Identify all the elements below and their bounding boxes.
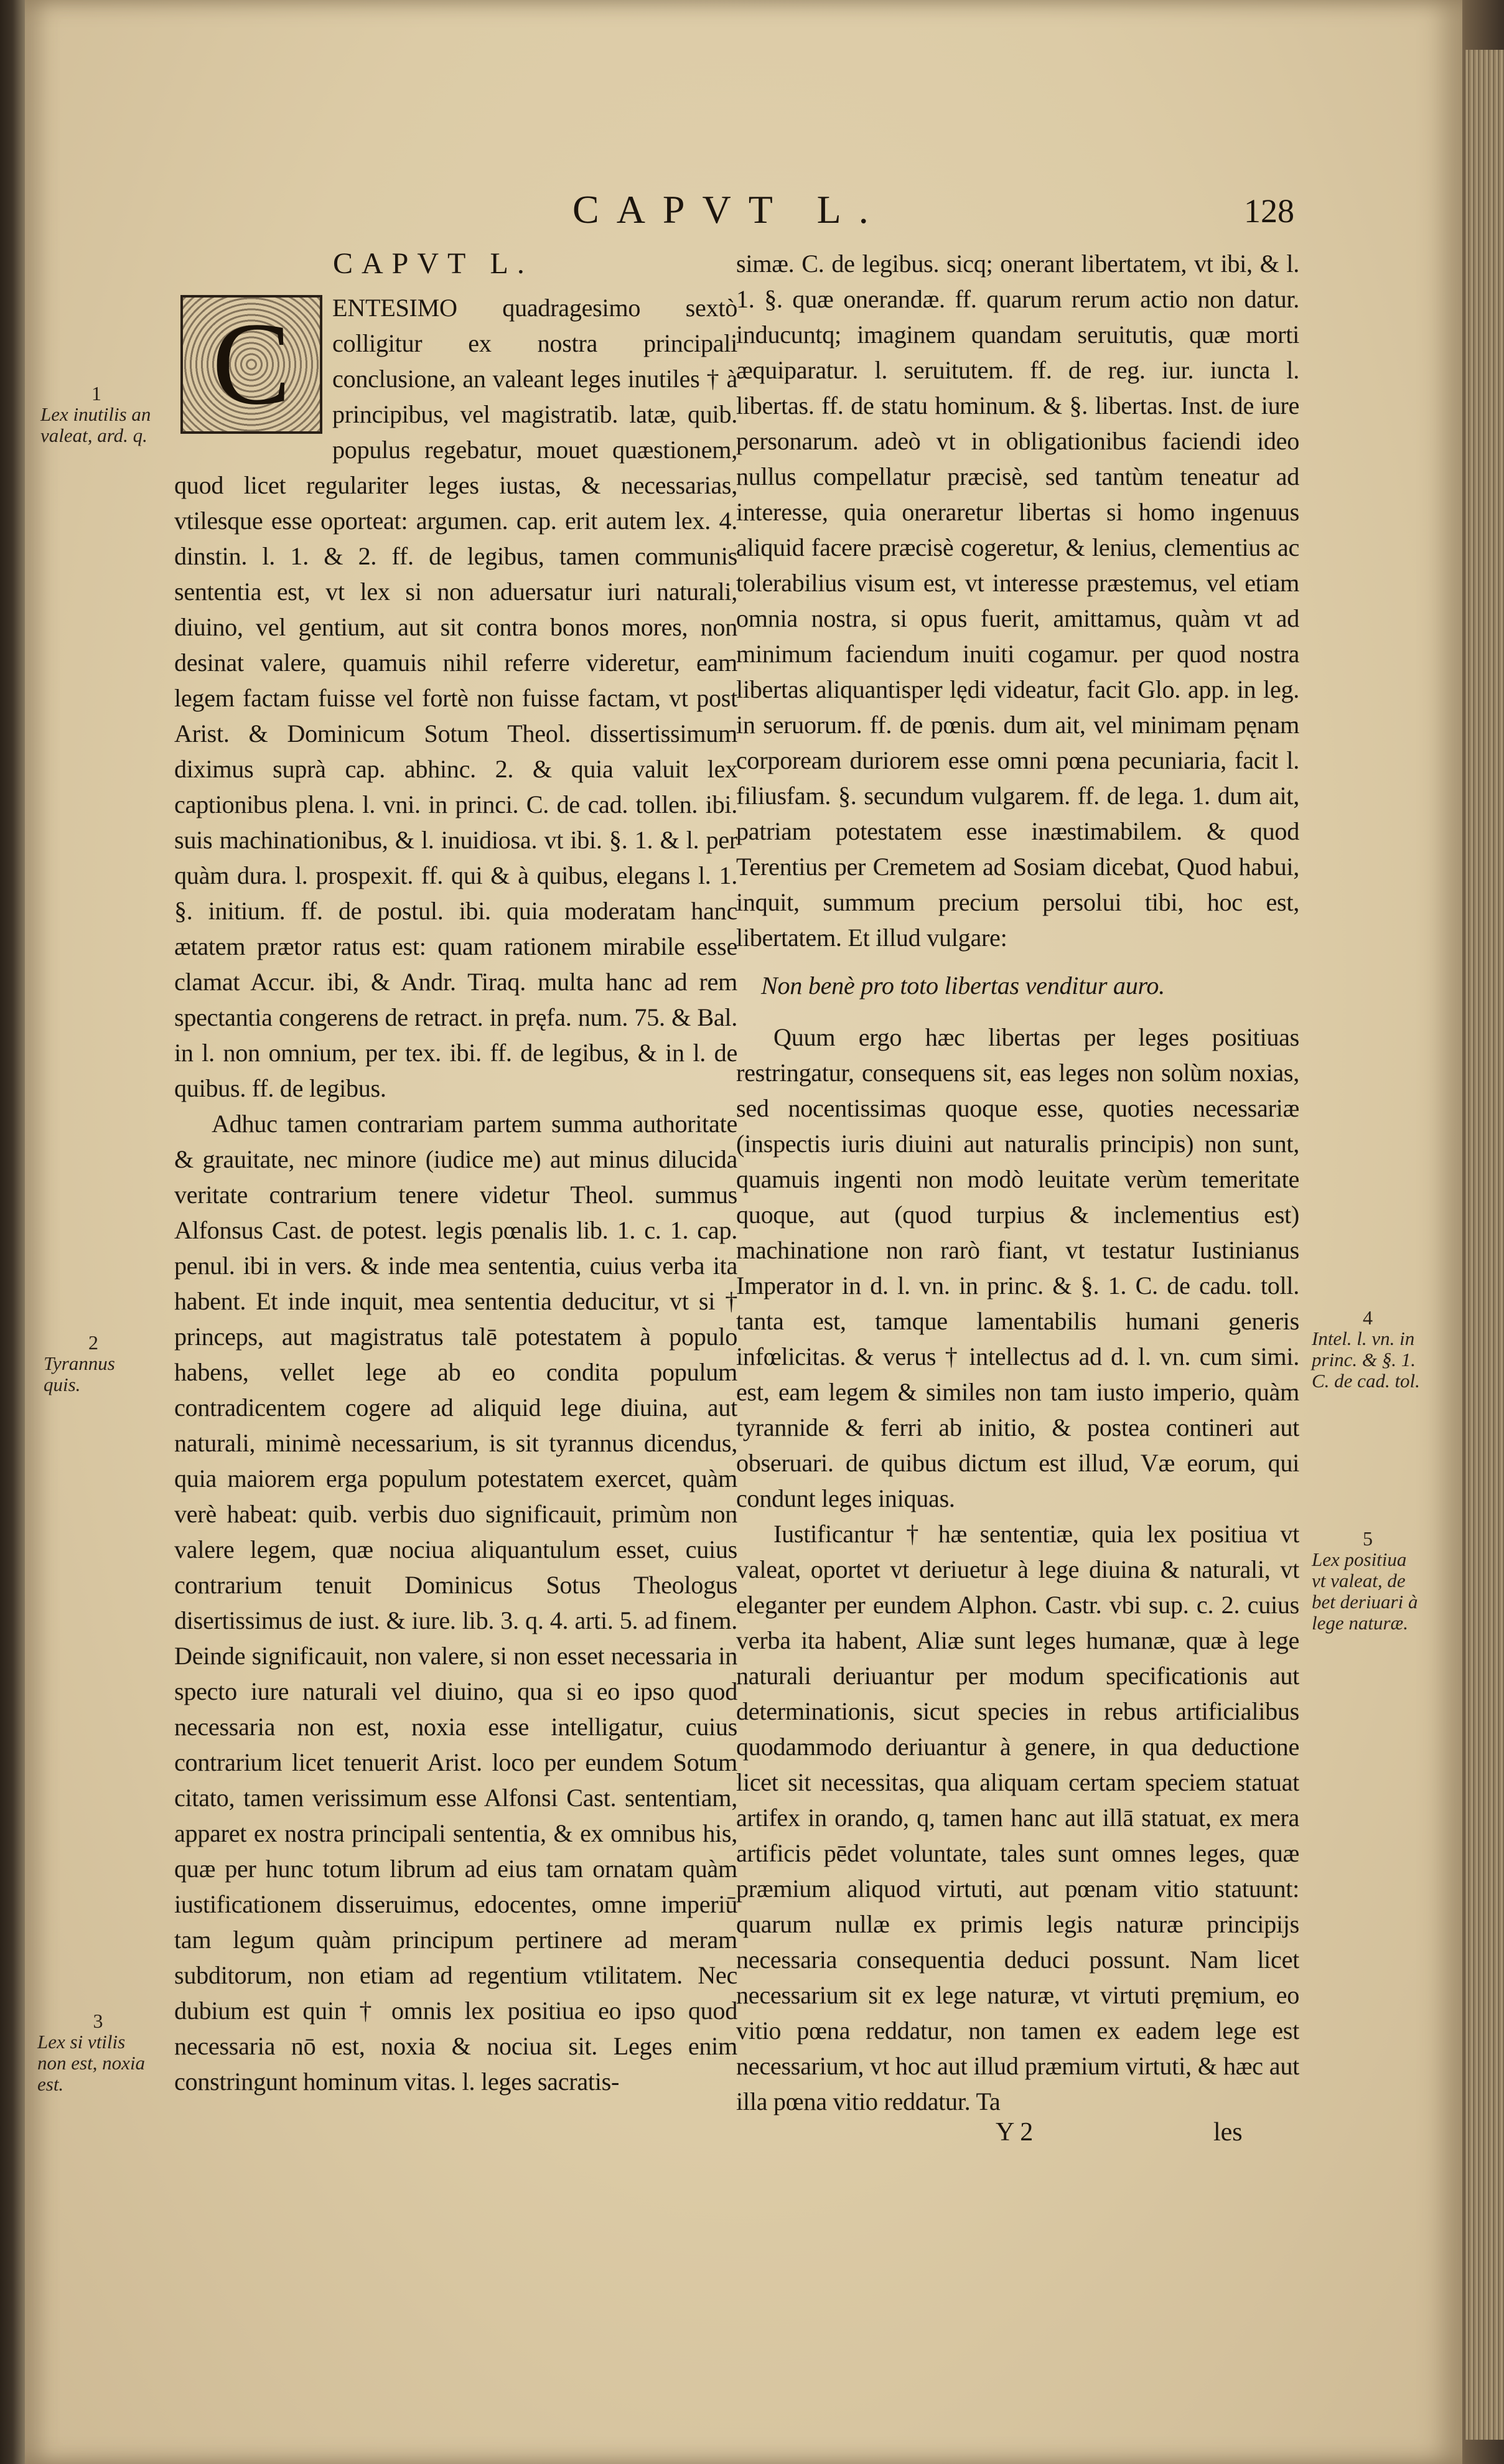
paragraph: ENTESIMO quadragesimo sextò colligitur ex nostra principali conclusione, an valeant leges inutiles † à principibus, vel magistratib. latæ, quib. populus regebatur, mouet quæstionem, quod licet regulariter leges iustas, & necessarias, vtilesque esse oporteat: argumen. cap. erit autem lex. 4. dinstin. l. 1. & 2. ff. de legibus, tamen communis sententia est, vt lex si non aduersatur iuri naturali, diuino, vel gentium, aut sit contra bonos mores, non desinat valere, quamuis nihil referre videretur, eam legem factam fuisse vel fortè non fuisse factam, vt post Arist. & Dominicum Sotum Theol. dissertissimum diximus suprà cap. abhinc. 2. & quia valuit lex captionibus plena. l. vni. in princi. C. de cad. tollen. ibi. suis machinationibus, & l. inuidiosa. vt ibi. §. 1. & l. per quàm dura. l. prospexit. ff. qui & à quibus, elegans l. 1. §. initium. ff. de postul. ibi. quia moderatam hanc ætatem prætor ratus est: quam rationem mirabile esse clamat Accur. ibi, & Andr. Tiraq. multa hanc ad rem spectantia congerens de retract. in pręfa. num. 75. & Bal. in l. non omnium, per tex. ibi. ff. de legibus, & in l. de quibus. ff. de legibus.	[174, 294, 737, 1102]
decorated-initial	[180, 295, 322, 434]
right-column	[736, 246, 1299, 2119]
margin-note: 3 Lex si vtilis non est, noxia est.	[37, 2010, 146, 2095]
verse-quotation: Non benè pro toto libertas venditur auro.	[761, 972, 1165, 1000]
signature-mark: Y 2	[996, 2118, 1034, 2147]
page	[25, 0, 1462, 2464]
paragraph: Adhuc tamen contrariam partem summa authoritate & grauitate, nec minore (iudice me) aut minus dilucida veritate contrarium tenere videtur Theol. summus Alfonsus Cast. de potest. legis pœnalis lib. 1. c. 1. cap. penul. ibi in vers. & inde mea sententia, cuius verba ita habent. Et inde inquit, mea sententia deducitur, vt si † princeps, aut magistratus talē potestatem à populo habens, vellet lege ab eo condita populum contradicentem cogere ad aliquid lege diuina, aut naturali, minimè necessarium, is sit tyrannus dicendus, quia maiorem erga populum potestatem exercet, quàm verè habeat: quib. verbis duo significauit, primùm non valere legem, quæ nociua aliquantulum esset, cuius contrarium tenuit Dominicus Sotus Theologus disertissimus de iust. & iure. lib. 3. q. 4. arti. 5. ad finem. Deinde significauit, non valere, si non esset necessaria in specto iure naturali vel diuino, qua si eo ipso quod necessaria non est, noxia esse intelligatur, cuius contrarium licet tenuerit Arist. loco per eundem Sotum citato, tamen verissimum esse Alfonsi Cast. sententiam, apparet ex nostra principali sententia, & ex omnibus his, quæ per hunc totum librum ad eius tam ornatam quàm iustificationem disseruimus, edocentes, omne imperiū tam legum quàm principum pertinere ad meram subditorum, non etiam ad regentium vtilitatem. Nec dubium est quin † omnis lex positiua eo ipso quod necessaria nō est, noxia & nociua sit. Leges enim constringunt hominum vitas. l. leges sacratis-	[174, 1110, 737, 2096]
margin-note: 4 Intel. l. vn. in princ. & §. 1. C. de cad. tol.	[1312, 1306, 1420, 1392]
paragraph: Iustificantur † hæ sententiæ, quia lex positiua vt valeat, oportet vt deriuetur à lege diuina & naturali, vt eleganter per eundem Alphon. Castr. vbi sup. c. 2. cuius verba ita habent, Aliæ sunt leges humanæ, quæ à lege naturali deriuantur per modum specificationis aut determinationis, sicut species in rebus artificialibus quodammodo deriuantur à genere, in qua deductione licet sit necessitas, qua aliquam certam speciem statuat artifex in orando, q, tamen hanc aut illā statuat, ex mera artificis pēdet voluntate, tales sunt omnes leges, quæ præmium aliquod virtuti, aut pœnam vitio statuunt: quarum nullæ ex primis legis naturæ principijs necessaria consequentia deduci possunt. Nam licet necessarium sit ex lege naturæ, vt virtuti pręmium, eo vitio pœna reddatur, non tamen ex eadem lege est necessarium, vt hoc aut illud præmium virtuti, & hæc aut illa pœna vitio reddatur. Ta	[736, 1520, 1299, 2115]
margin-note: 1 Lex inutilis an valeat, ard. q.	[40, 382, 151, 446]
running-title: CAPVT L.	[572, 187, 886, 232]
catchword: les	[1213, 2118, 1243, 2147]
folio-number: 128	[1244, 192, 1294, 230]
paragraph: Quum ergo hæc libertas per leges positiuas restringatur, consequens sit, eas leges non solùm noxias, sed nocentissimas quoque esse, quoties necessariæ (inspectis iuris diuini aut naturalis principis) non sunt, quamuis ingenti non modò leuitate verùm temeritate quoque, aut (quod turpius & inclementius est) machinatione non rarò fiant, vt testatur Iustinianus Imperator in d. l. vn. in princ. & §. 1. C. de cadu. toll. tanta est, tamque lamentabilis humani generis infœlicitas. & verus † intellectus ad d. l. vn. cum simi. est, eam legem & similes non tam iusto imperio, quàm tyrannide & ferri ab initio, & postea contineri aut obseruari. de quibus dictum est illud, Væ eorum, qui condunt leges iniquas.	[736, 1023, 1299, 1512]
margin-note: 5 Lex positiua vt valeat, de bet deriuari à lege naturæ.	[1312, 1527, 1418, 1634]
left-column	[174, 246, 737, 2099]
margin-note: 2 Tyrannus quis.	[44, 1331, 115, 1395]
paragraph: simæ. C. de legibus. sicq; onerant libertatem, vt ibi, & l. 1. §. quæ onerandæ. ff. quarum rerum actio non datur. inducuntq; imaginem quandam seruitutis, quæ morti æquiparatur. l. seruitutem. ff. de reg. iur. iuncta l. libertas. ff. de statu hominum. & §. libertas. Inst. de iure personarum. adeò vt in obligationibus faciendi ideo nullus compellatur præcisè, sed tantùm teneatur ad interesse, quia oneraretur libertas si homo ingenuus aliquid facere præcisè cogeretur, & lenius, clementius ac tolerabilius visum est, vt interesse præstemus, vel etiam omnia nostra, si opus fuerit, amittamus, quàm vt ad minimum faciendum inuiti cogamur. per quod nostra libertas aliquantisper lędi videatur, facit Glo. app. in leg. in seruorum. ff. de pœnis. dum ait, vel minimam pęnam corpoream duriorem esse omni pœna pecuniaria, facit l. filiusfam. §. secundum vulgarem. ff. de lega. 1. dum ait, patriam potestatem esse inæstimabilem. & quod Terentius per Cremetem ad Sosiam dicebat, Quod habui, inquit, summum precium persolui tibi, hoc est, libertatem. Et illud vulgare:	[736, 250, 1299, 952]
chapter-heading: CAPVT L.	[333, 247, 533, 280]
decorated-initial-letter: C	[183, 297, 320, 431]
page-edges	[1465, 50, 1504, 2440]
running-header	[572, 187, 1294, 237]
